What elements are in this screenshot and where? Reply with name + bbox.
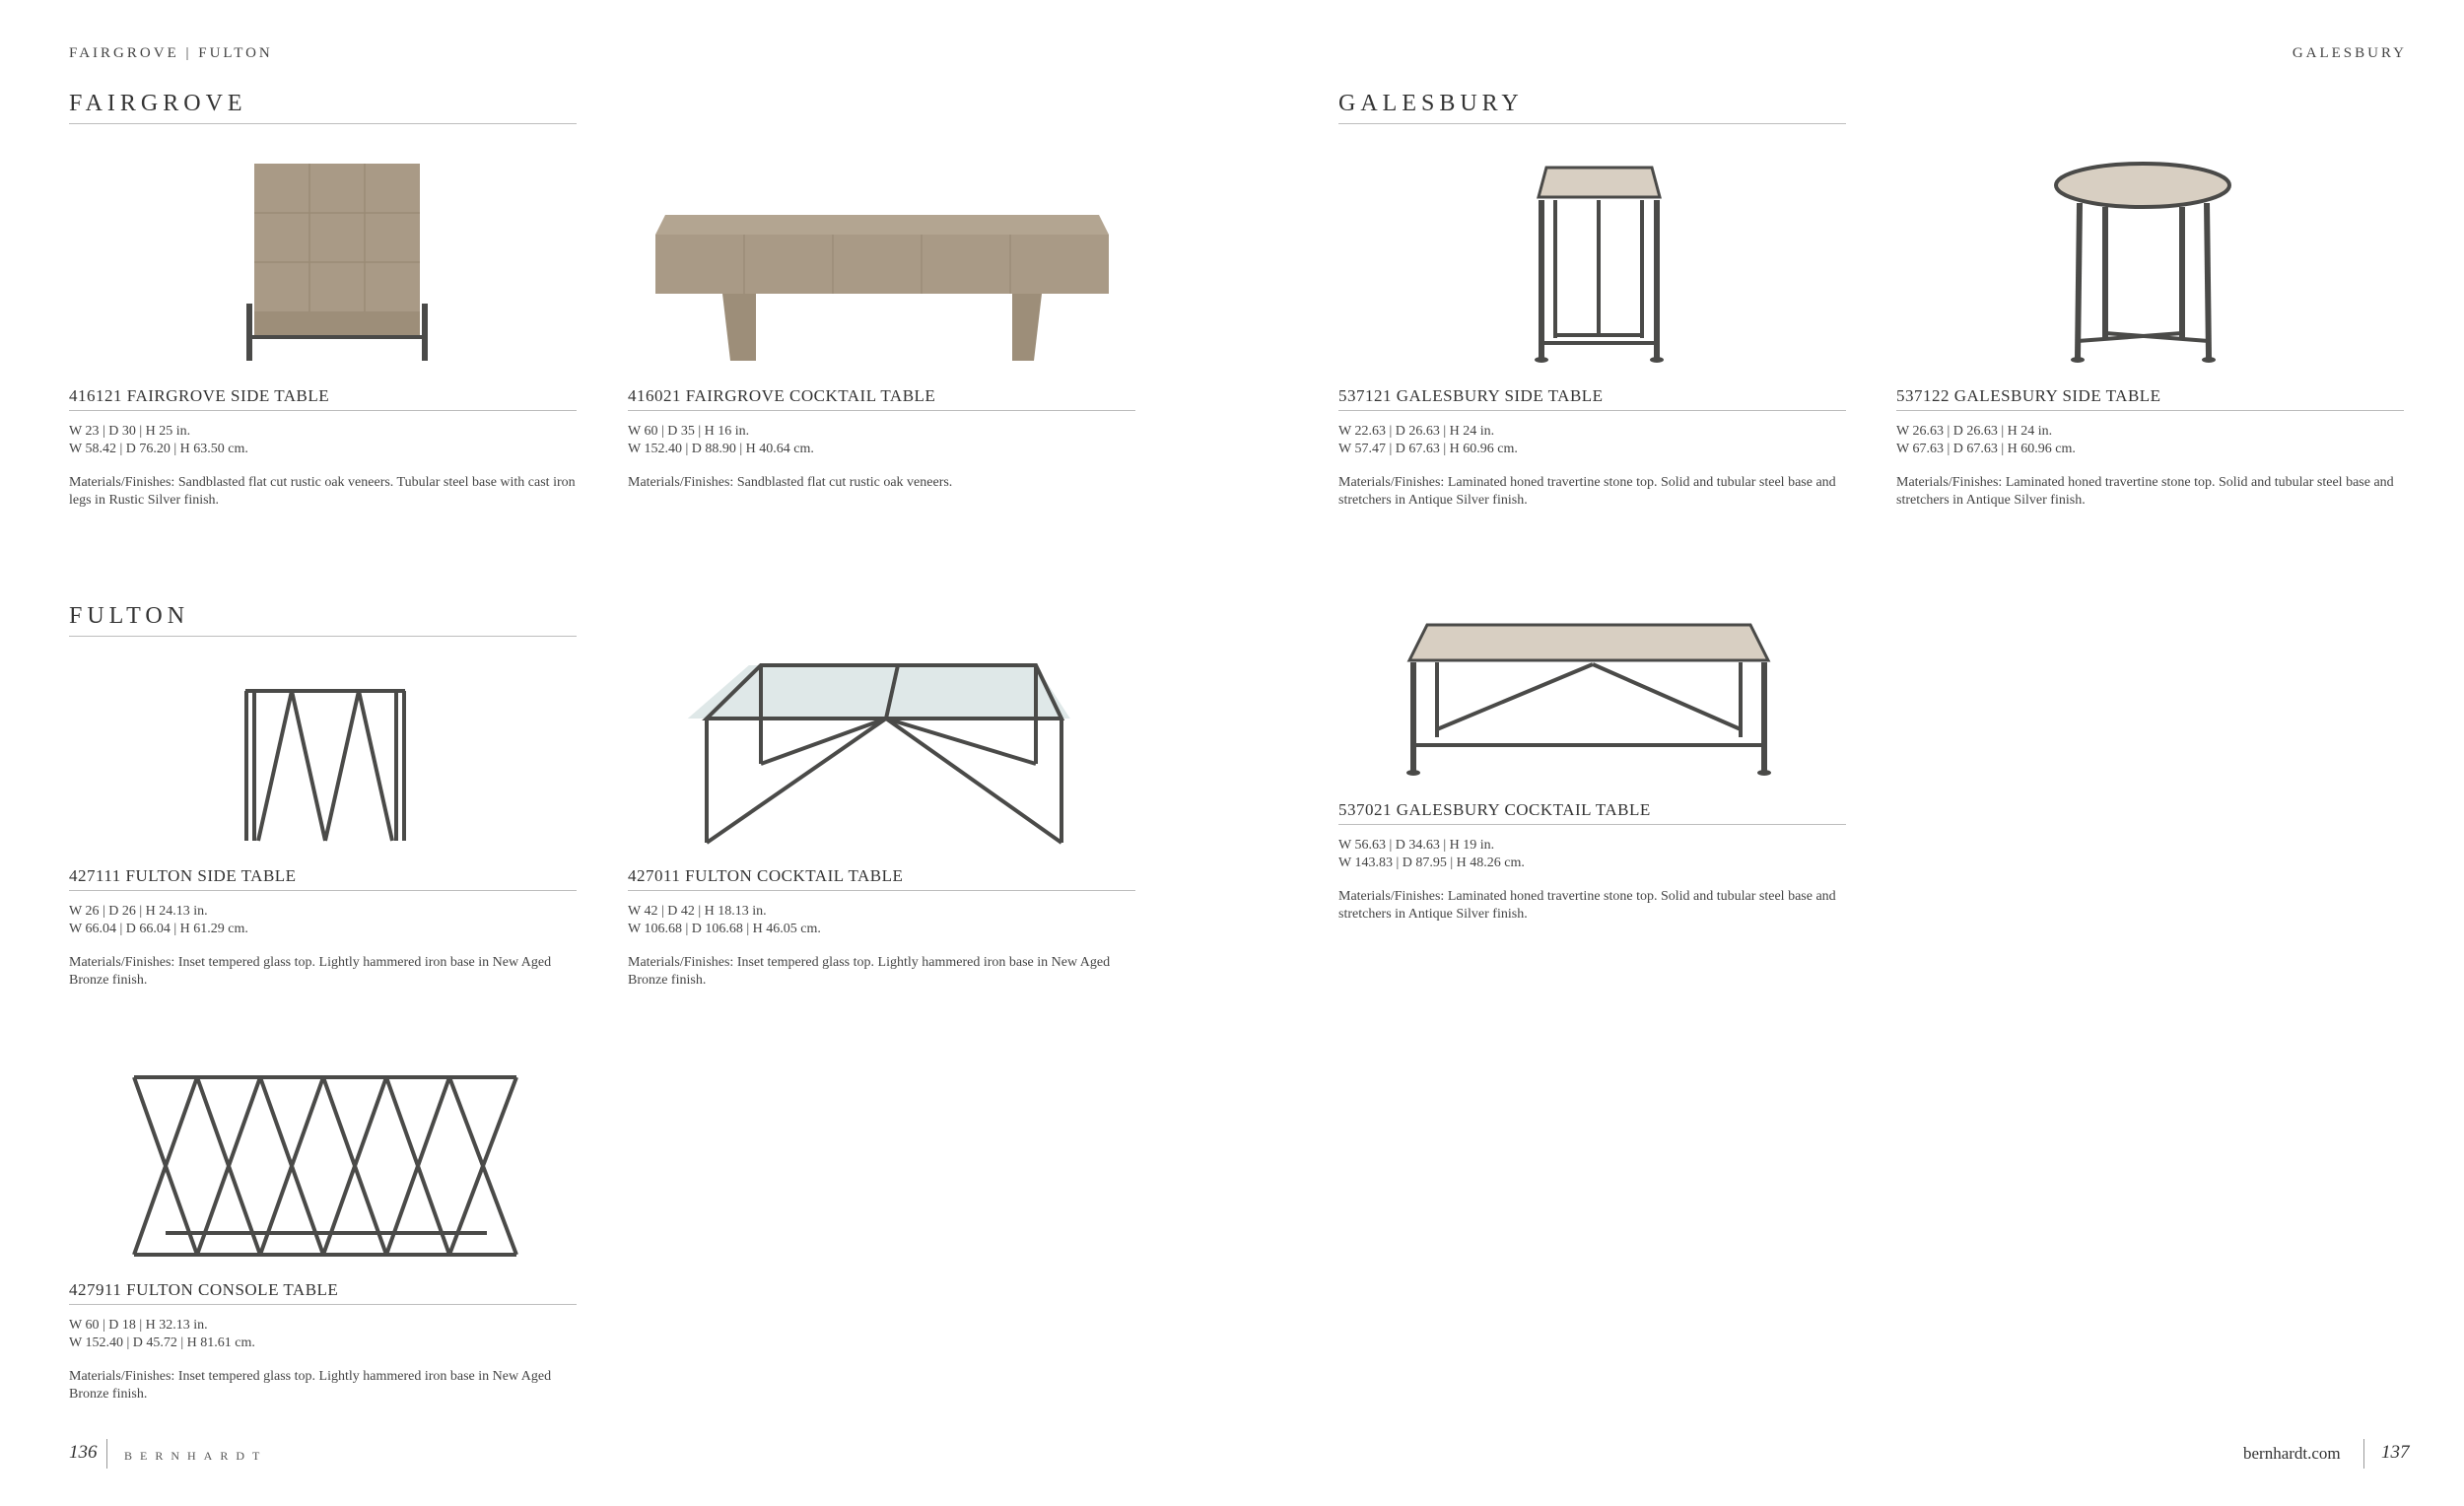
product-416121 [69,156,577,510]
product-537021 [1338,570,1846,924]
dimensions-inches: W 56.63 | D 34.63 | H 19 in. [1338,838,1495,853]
dimensions-centimeters: W 143.83 | D 87.95 | H 48.26 cm. [1338,856,1525,870]
galesbury-side-table-illustration [1445,156,1741,365]
product-materials: Materials/Finishes: Laminated honed travertine stone top. Solid and tubular steel base and stretchers in Antique Silver finish. [1896,475,2394,508]
fulton-cocktail-table-illustration [685,636,1079,845]
brand-wordmark: BERNHARDT [124,1449,268,1463]
dimensions-centimeters: W 66.04 | D 66.04 | H 61.29 cm. [69,922,248,936]
fairgrove-cocktail-table-illustration [636,156,1129,365]
footer-divider-left [106,1439,107,1469]
product-materials: Materials/Finishes: Laminated honed travertine stone top. Solid and tubular steel base and stretchers in Antique Silver finish. [1338,475,1836,508]
section-title-fairgrove: FAIRGROVE [69,91,577,124]
product-dimensions [69,1317,577,1352]
dimensions-inches: W 22.63 | D 26.63 | H 24 in. [1338,424,1495,439]
section-title-fulton: FULTON [69,603,577,637]
dimensions-centimeters: W 58.42 | D 76.20 | H 63.50 cm. [69,442,248,456]
product-image [1338,156,1846,365]
dimensions-inches: W 23 | D 30 | H 25 in. [69,424,191,439]
galesbury-cocktail-table-illustration [1386,570,1800,779]
galesbury-round-side-table-illustration [2003,156,2298,365]
product-name: 427911 FULTON CONSOLE TABLE [69,1280,577,1305]
product-dimensions [69,423,577,458]
product-name: 416121 FAIRGROVE SIDE TABLE [69,386,577,411]
product-dimensions [628,903,1135,938]
product-537121 [1338,156,1846,510]
product-dimensions [1338,837,1846,872]
dimensions-centimeters: W 67.63 | D 67.63 | H 60.96 cm. [1896,442,2076,456]
dimensions-inches: W 42 | D 42 | H 18.13 in. [628,904,767,919]
product-image [1896,156,2404,365]
product-dimensions [69,903,577,938]
product-image [69,156,577,365]
product-materials: Materials/Finishes: Sandblasted flat cut rustic oak veneers. Tubular steel base with cast iron legs in Rustic Silver finish. [69,475,576,508]
product-image [1338,570,1846,779]
product-name: 537121 GALESBURY SIDE TABLE [1338,386,1846,411]
dimensions-inches: W 26 | D 26 | H 24.13 in. [69,904,208,919]
website-link[interactable]: bernhardt.com [2243,1444,2341,1463]
fulton-console-table-illustration [116,1050,530,1259]
product-dimensions [1338,423,1846,458]
product-image [628,636,1135,845]
product-image [628,156,1135,365]
product-materials: Materials/Finishes: Inset tempered glass top. Lightly hammered iron base in New Aged Bronze finish. [628,955,1111,988]
product-name: 427111 FULTON SIDE TABLE [69,866,577,891]
product-427011 [628,636,1135,990]
dimensions-inches: W 60 | D 18 | H 32.13 in. [69,1318,208,1333]
dimensions-centimeters: W 152.40 | D 45.72 | H 81.61 cm. [69,1335,255,1350]
product-name: 427011 FULTON COCKTAIL TABLE [628,866,1135,891]
product-dimensions [1896,423,2404,458]
footer-divider-right [2363,1439,2364,1469]
fairgrove-side-table-illustration [175,156,471,365]
product-image [69,1050,577,1259]
product-materials: Materials/Finishes: Inset tempered glass top. Lightly hammered iron base in New Aged Bronze finish. [69,1369,552,1402]
section-title-galesbury: GALESBURY [1338,91,1846,124]
product-materials: Materials/Finishes: Sandblasted flat cut rustic oak veneers. [628,475,953,490]
dimensions-centimeters: W 57.47 | D 67.63 | H 60.96 cm. [1338,442,1518,456]
dimensions-inches: W 26.63 | D 26.63 | H 24 in. [1896,424,2053,439]
dimensions-centimeters: W 152.40 | D 88.90 | H 40.64 cm. [628,442,814,456]
product-537122 [1896,156,2404,510]
product-name: 537021 GALESBURY COCKTAIL TABLE [1338,800,1846,825]
product-materials: Materials/Finishes: Inset tempered glass top. Lightly hammered iron base in New Aged Bronze finish. [69,955,552,988]
product-name: 416021 FAIRGROVE COCKTAIL TABLE [628,386,1135,411]
product-materials: Materials/Finishes: Laminated honed travertine stone top. Solid and tubular steel base and stretchers in Antique Silver finish. [1338,889,1836,922]
product-427111 [69,636,577,990]
running-head-right: GALESBURY [2292,45,2407,61]
product-427911 [69,1050,577,1403]
dimensions-inches: W 60 | D 35 | H 16 in. [628,424,750,439]
product-image [69,636,577,845]
dimensions-centimeters: W 106.68 | D 106.68 | H 46.05 cm. [628,922,821,936]
running-head-left: FAIRGROVE | FULTON [69,45,273,61]
product-dimensions [628,423,1135,458]
product-416021 [628,156,1135,492]
page-number-left: 136 [69,1442,98,1463]
product-name: 537122 GALESBURY SIDE TABLE [1896,386,2404,411]
page-number-right: 137 [2381,1442,2410,1463]
fulton-side-table-illustration [175,636,471,845]
